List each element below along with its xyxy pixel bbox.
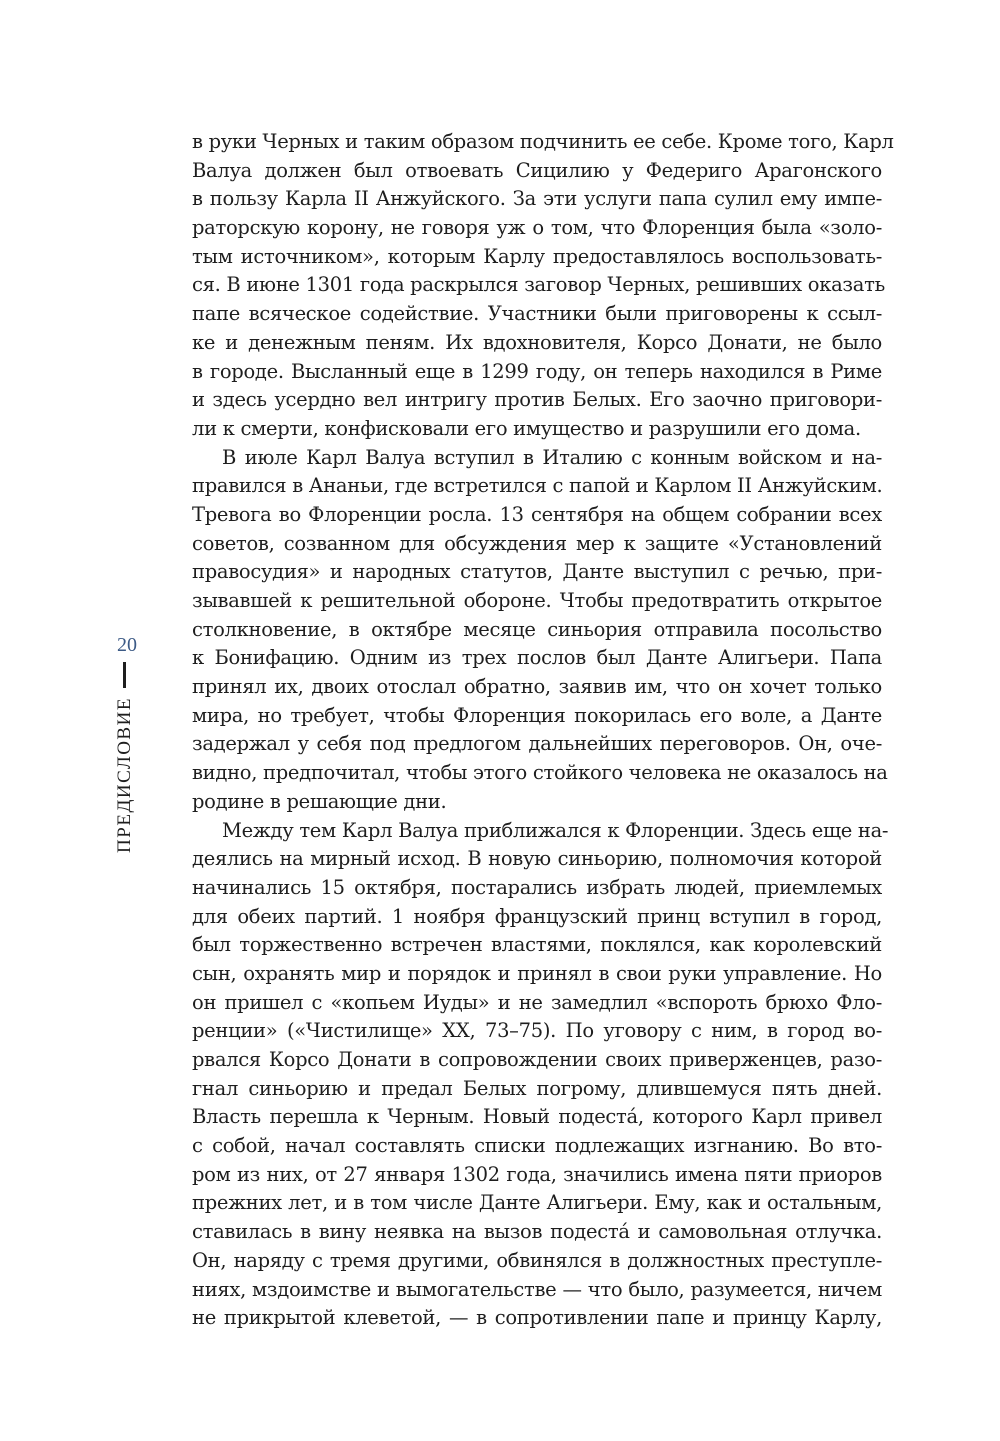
- text-line: правился в Ананьи, где встретился с папой и Карлом II Анжуйским.: [192, 474, 883, 498]
- text-line: с собой, начал составлять списки подлежащих изгнанию. Во вто-: [192, 1134, 882, 1158]
- paragraph: [192, 128, 894, 444]
- text-line: к Бонифацию. Одним из трех послов был Данте Алигьери. Папа: [192, 646, 882, 670]
- text-line: принял их, двоих отослал обратно, заявив им, что он хочет только: [192, 675, 882, 699]
- body-text: [192, 128, 894, 1333]
- text-line: в пользу Карла II Анжуйского. За эти услуги папа сулил ему импе-: [192, 187, 882, 211]
- text-line: ниях, мздоимстве и вымогательстве — что было, разумеется, ничем: [192, 1277, 882, 1301]
- text-line: деялись на мирный исход. В новую синьорию, полномочия которой: [192, 847, 882, 871]
- text-line: Власть перешла к Черным. Новый подеста́, которого Карл привел: [192, 1105, 882, 1129]
- text-line: мира, но требует, чтобы Флоренция покорилась его воле, а Данте: [192, 703, 882, 727]
- text-line: столкновение, в октябре месяце синьория отправила посольство: [192, 617, 882, 641]
- text-line: в руки Черных и таким образом подчинить ее себе. Кроме того, Карл: [192, 130, 894, 153]
- text-line: в городе. Высланный еще в 1299 году, он теперь находился в Риме: [192, 359, 882, 383]
- text-line: и здесь усердно вел интригу против Белых. Его заочно приговори-: [192, 388, 882, 412]
- text-line: задержал у себя под предлогом дальнейших переговоров. Он, оче-: [192, 732, 882, 756]
- paragraph: [192, 817, 889, 1333]
- text-line: ренции» («Чистилище» XX, 73–75). По уговору с ним, в город во-: [192, 1019, 882, 1043]
- paragraph: [192, 444, 888, 817]
- text-line: Он, наряду с тремя другими, обвинялся в должностных преступле-: [192, 1248, 882, 1272]
- text-line: он пришел с «копьем Иуды» и не замедлил «вспороть брюхо Фло-: [192, 990, 882, 1014]
- text-line: В июле Карл Валуа вступил в Италию с конным войском и на-: [222, 445, 882, 469]
- text-line: сын, охранять мир и порядок и принял в свои руки управление. Но: [192, 961, 882, 985]
- text-line: ром из них, от 27 января 1302 года, значились имена пяти приоров: [192, 1162, 882, 1186]
- page-number: 20: [117, 634, 137, 656]
- text-line: Валуа должен был отвоевать Сицилию у Федериго Арагонского: [192, 158, 882, 182]
- text-line: Тревога во Флоренции росла. 13 сентября на общем собрании всех: [192, 502, 882, 526]
- text-line: не прикрытой клеветой, — в сопротивлении папе и принцу Карлу,: [192, 1306, 882, 1330]
- text-line: правосудия» и народных статутов, Данте выступил с речью, при-: [192, 560, 882, 584]
- text-line: ке и денежным пеням. Их вдохновителя, Корсо Донати, не было: [192, 330, 882, 354]
- margin-rule: [123, 662, 126, 688]
- text-line: начинались 15 октября, постарались избрать людей, приемлемых: [192, 875, 882, 899]
- text-line: видно, предпочитал, чтобы этого стойкого человека не оказалось на: [192, 761, 888, 785]
- text-line: рвался Корсо Донати в сопровождении своих приверженцев, разо-: [192, 1048, 882, 1071]
- text-line: был торжественно встречен властями, поклялся, как королевский: [192, 933, 882, 957]
- text-line: прежних лет, и в том числе Данте Алигьери. Ему, как и остальным,: [192, 1191, 882, 1215]
- text-line: ли к смерти, конфисковали его имущество и разрушили его дома.: [192, 416, 861, 440]
- text-line: ставилась в вину неявка на вызов подеста́ и самовольная отлучка.: [192, 1220, 882, 1244]
- text-line: советов, созванном для обсуждения мер к защите «Установлений: [192, 531, 882, 555]
- text-line: гнал синьорию и предал Белых погрому, длившемуся пять дней.: [192, 1076, 882, 1100]
- text-line: для обеих партий. 1 ноября французский принц вступил в город,: [192, 904, 882, 928]
- text-line: родине в решающие дни.: [192, 789, 447, 813]
- text-line: тым источником», которым Карлу предоставлялось воспользовать-: [192, 244, 882, 268]
- text-line: папе всяческое содействие. Участники были приговорены к ссыл-: [192, 302, 882, 326]
- text-line: раторскую корону, не говоря уж о том, что Флоренция была «золо-: [192, 216, 882, 240]
- text-line: ся. В июне 1301 года раскрылся заговор Черных, решивших оказать: [192, 273, 885, 297]
- text-line: зывавшей к решительной обороне. Чтобы предотвратить открытое: [192, 589, 882, 612]
- text-line: Между тем Карл Валуа приближался к Флоренции. Здесь еще на-: [222, 818, 889, 842]
- running-head: ПРЕДИСЛОВИЕ: [114, 697, 135, 853]
